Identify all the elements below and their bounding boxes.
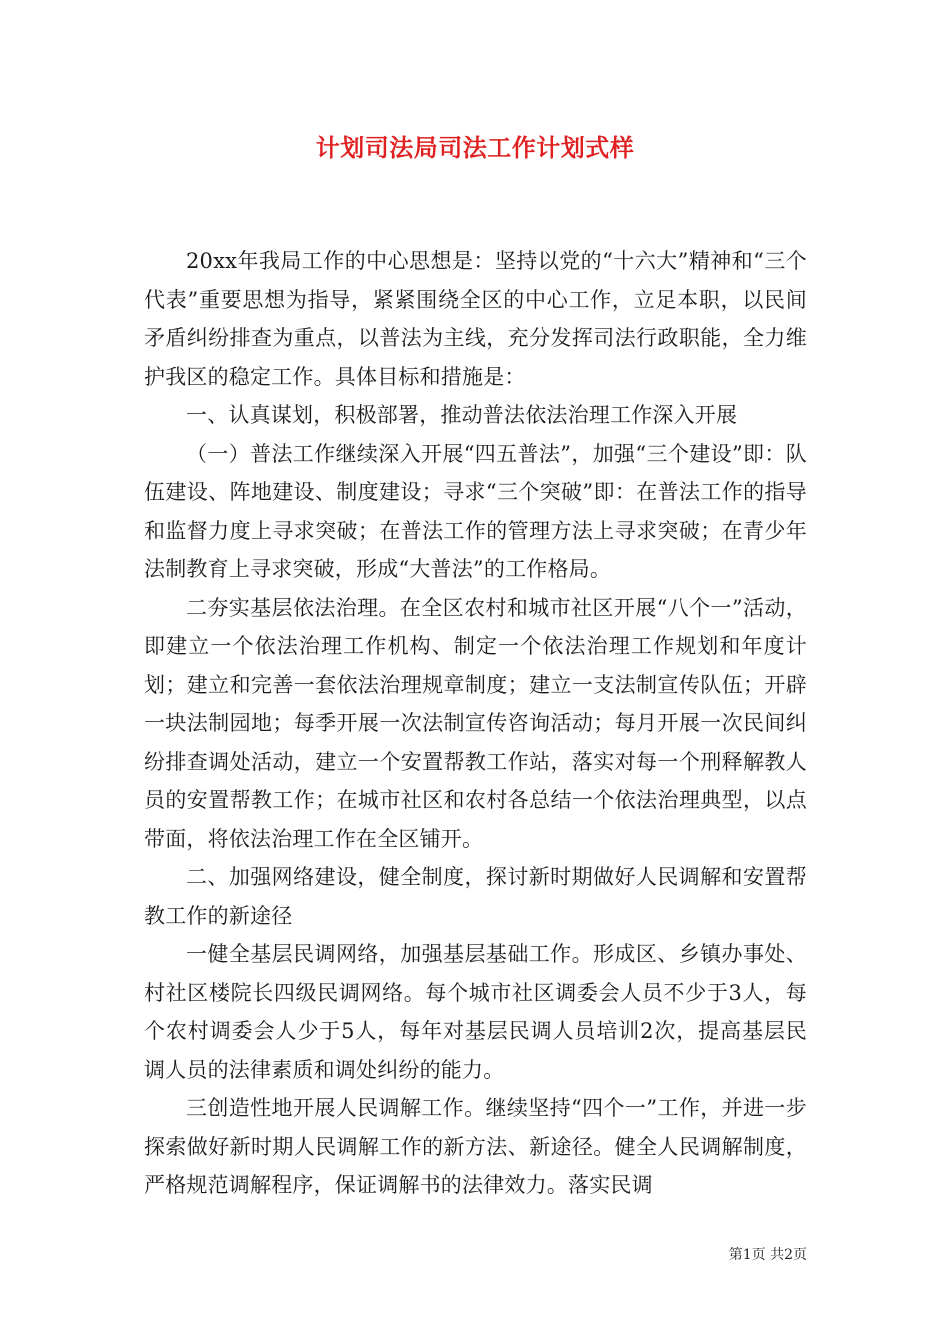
paragraph-section-2-1: 一健全基层民调网络，加强基层基础工作。形成区、乡镇办事处、村社区楼院长四级民调网络。每个城市社区调委会人员不少于3人，每个农村调委会人少于5人，每年对基层民调人员培训2次，提高基层民调人员的法律素质和调处纠纷的能力。 bbox=[144, 942, 807, 1082]
document-title: 计划司法局司法工作计划式样 bbox=[315, 133, 635, 162]
paragraph-section-1-2: 二夯实基层依法治理。在全区农村和城市社区开展“八个一”活动，即建立一个依法治理工作机构、制定一个依法治理工作规划和年度计划；建立和完善一套依法治理规章制度；建立一支法制宣传队伍；开辟一块法制园地；每季开展一次法制宣传咨询活动；每月开展一次民间纠纷排查调处活动，建立一个安置帮教工作站，落实对每一个刑释解教人员的安置帮教工作；在城市社区和农村各总结一个依法治理典型，以点带面，将依法治理工作在全区铺开。 bbox=[144, 595, 807, 851]
paragraph-section-2-3: 三创造性地开展人民调解工作。继续坚持“四个一”工作，并进一步探索做好新时期人民调解工作的新方法、新途径。健全人民调解制度，严格规范调解程序，保证调解书的法律效力。落实民调 bbox=[144, 1096, 807, 1197]
document-body bbox=[144, 242, 807, 1205]
page-number: 第1页 共2页 bbox=[728, 1247, 807, 1263]
heading-section-1: 一、认真谋划，积极部署，推动普法依法治理工作深入开展 bbox=[186, 403, 738, 427]
paragraph-section-1-1: （一）普法工作继续深入开展“四五普法”，加强“三个建设”即：队伍建设、阵地建设、制度建设；寻求“三个突破”即：在普法工作的指导和监督力度上寻求突破；在普法工作的管理方法上寻求突破；在青少年法制教育上寻求突破，形成“大普法”的工作格局。 bbox=[144, 441, 807, 581]
heading-section-2: 二、加强网络建设，健全制度，探讨新时期做好人民调解和安置帮教工作的新途径 bbox=[144, 865, 807, 928]
paragraph-intro: 20xx年我局工作的中心思想是：坚持以党的“十六大”精神和“三个代表”重要思想为指导，紧紧围绕全区的中心工作，立足本职，以民间矛盾纠纷排查为重点，以普法为主线，充分发挥司法行政职能，全力维护我区的稳定工作。具体目标和措施是： bbox=[144, 249, 807, 389]
